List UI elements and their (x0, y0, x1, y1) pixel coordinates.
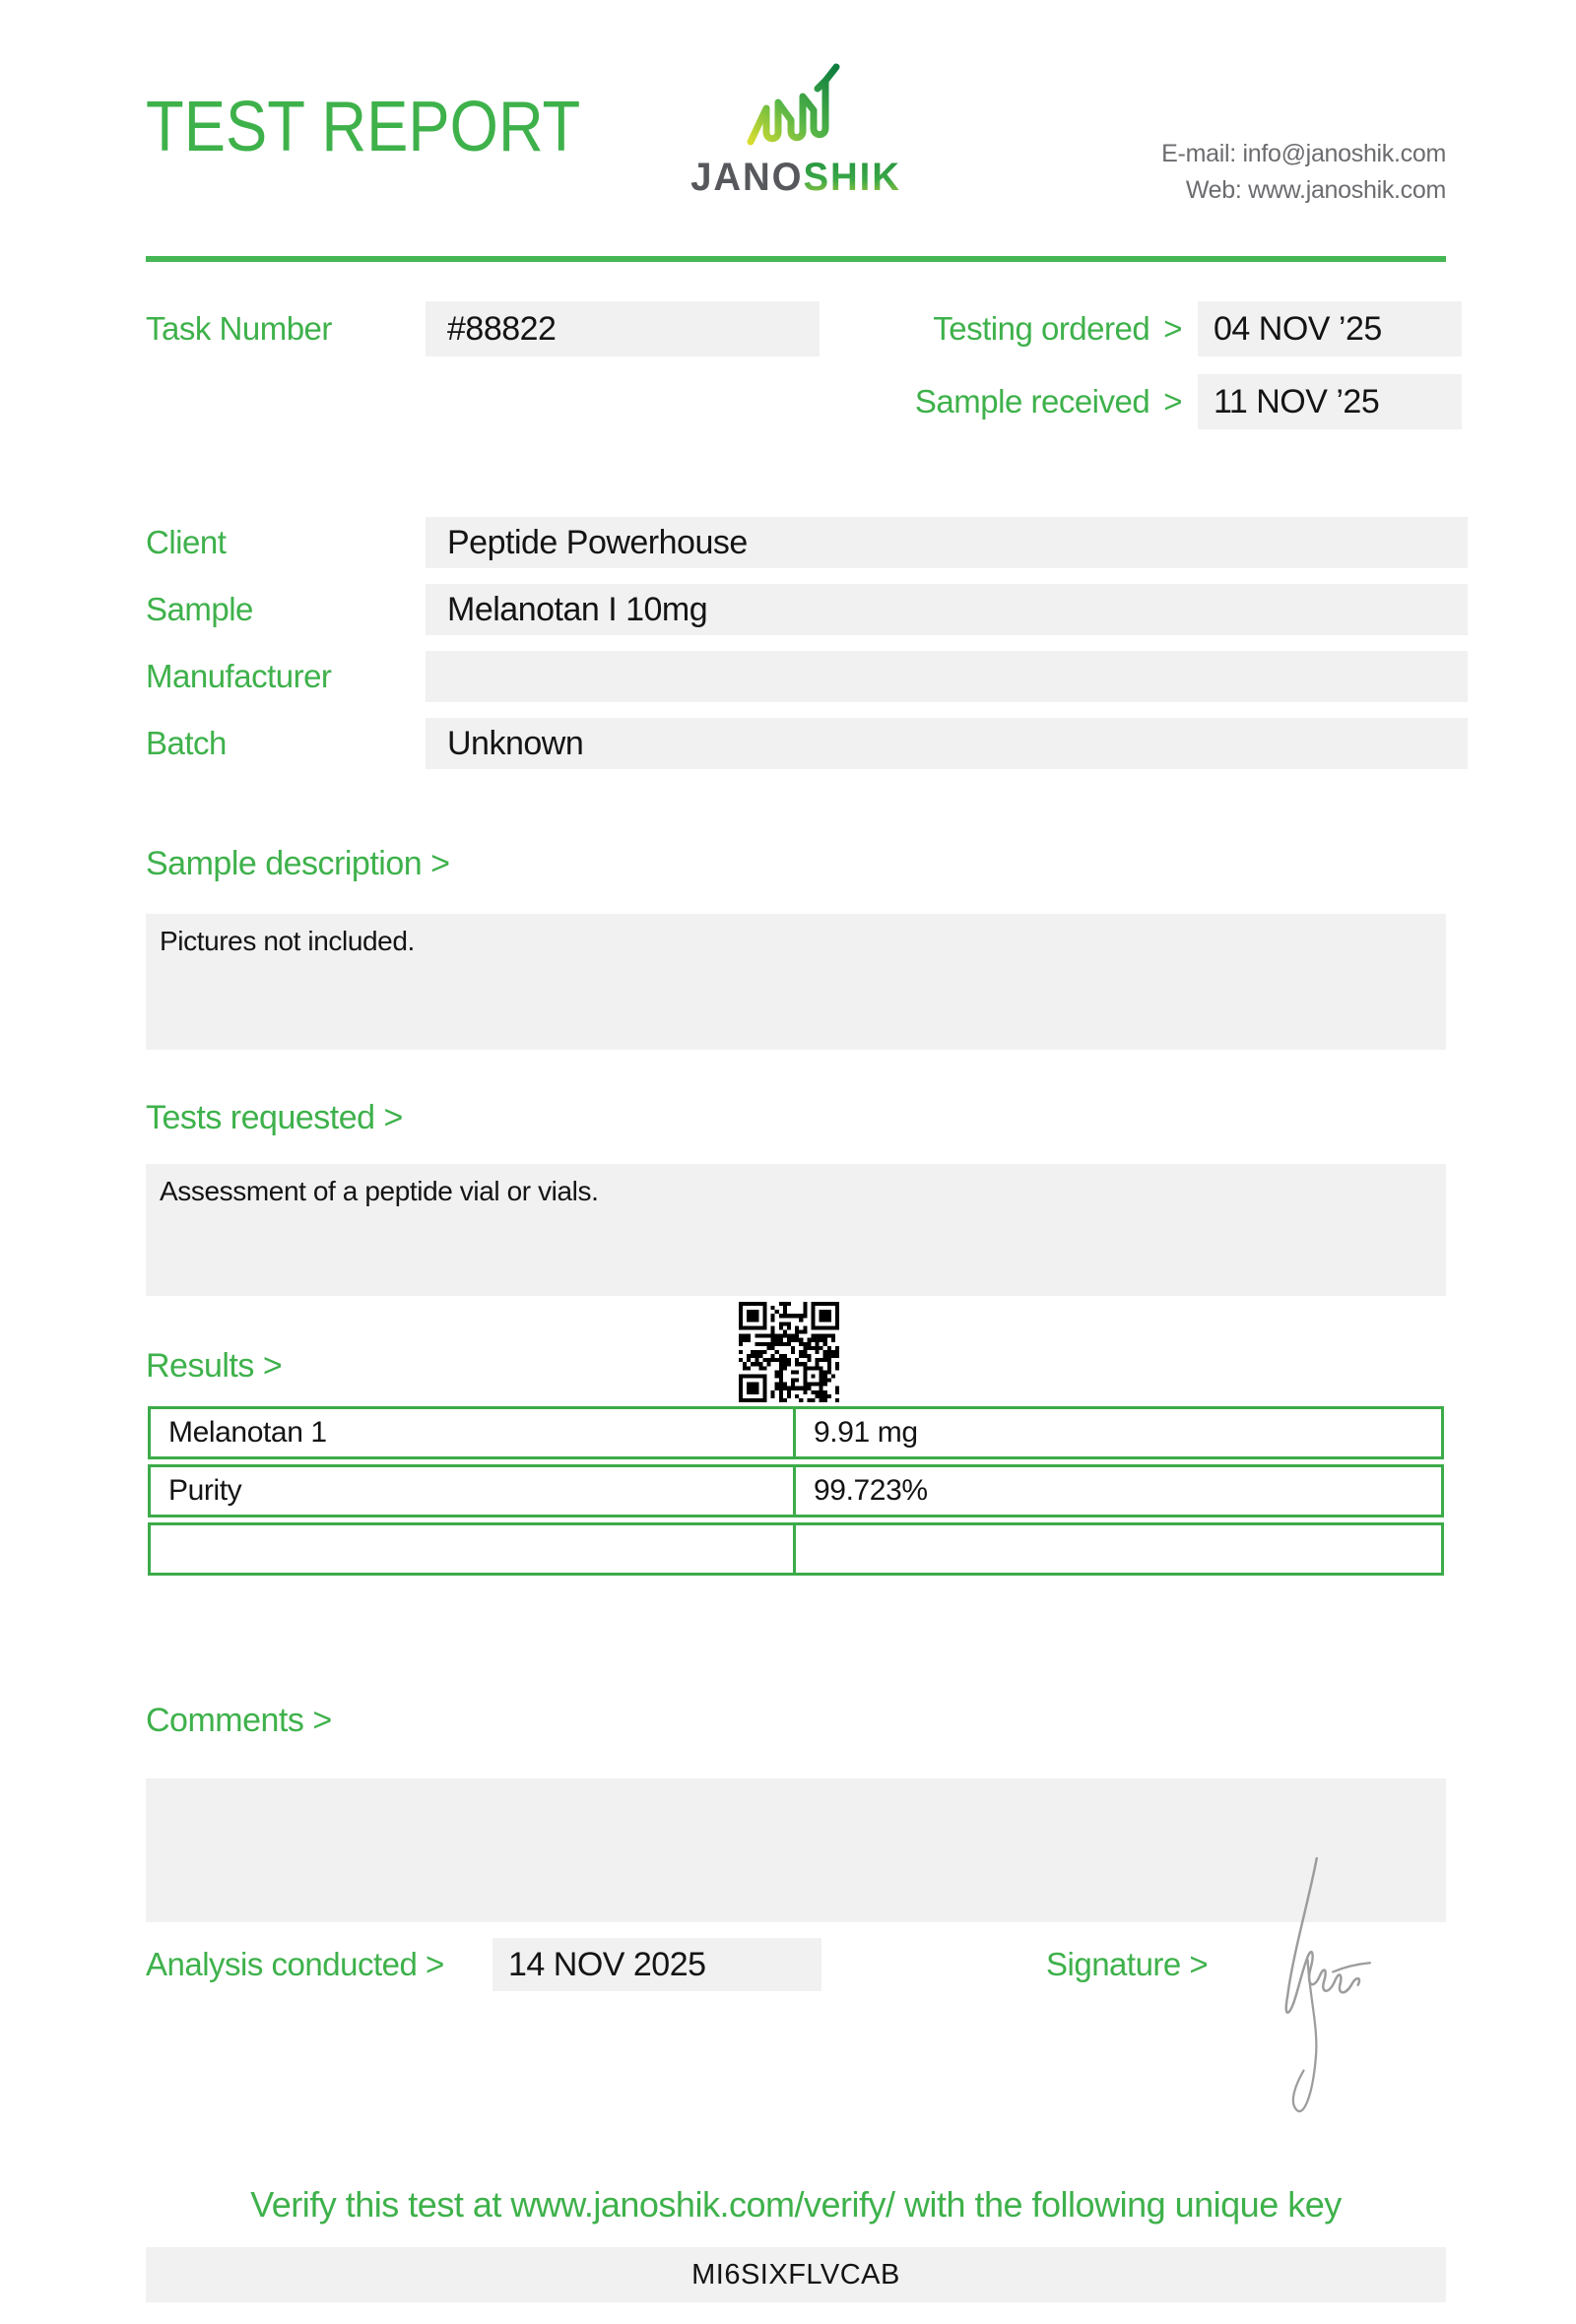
results-row (148, 1406, 1444, 1459)
result-value (796, 1525, 1441, 1573)
manufacturer-label: Manufacturer (146, 658, 332, 694)
analysis-conducted-label: Analysis conducted > (146, 1946, 444, 1982)
sample-label: Sample (146, 591, 253, 627)
chevron-right-icon: > (1163, 310, 1182, 347)
comments-heading: Comments > (146, 1702, 332, 1739)
chevron-right-icon: > (1163, 383, 1182, 420)
logo-wordmark (678, 156, 914, 200)
sample-description-heading: Sample description > (146, 845, 450, 882)
analysis-date-value: 14 NOV 2025 (492, 1938, 821, 1991)
header-divider (146, 256, 1446, 262)
unique-key-value: MI6SIXFLVCAB (146, 2247, 1446, 2302)
signature (1273, 1855, 1381, 2137)
sample-received-value: 11 NOV ’25 (1198, 374, 1462, 429)
result-value: 99.723% (814, 1474, 928, 1507)
logo-jano: JANO (690, 156, 804, 199)
tests-requested-heading: Tests requested > (146, 1099, 403, 1136)
testing-ordered-value: 04 NOV ’25 (1198, 301, 1462, 356)
client-value: Peptide Powerhouse (426, 517, 1468, 568)
result-name (151, 1525, 796, 1573)
manufacturer-value (426, 651, 1468, 702)
results-heading: Results > (146, 1347, 283, 1385)
verify-instructions: Verify this test at www.janoshik.com/verify/ with the following unique key (250, 2184, 1342, 2225)
task-number-label: Task Number (146, 310, 332, 347)
results-table (148, 1406, 1444, 1581)
result-name: Purity (151, 1467, 796, 1515)
logo-chart-icon (745, 59, 847, 150)
client-label: Client (146, 524, 227, 560)
sample-value: Melanotan I 10mg (426, 584, 1468, 635)
results-row (148, 1464, 1444, 1517)
page-title: TEST REPORT (146, 88, 581, 166)
result-name: Melanotan 1 (151, 1409, 796, 1456)
tests-requested-box: Assessment of a peptide vial or vials. (146, 1164, 1446, 1296)
sample-description-box: Pictures not included. (146, 914, 1446, 1050)
batch-value: Unknown (426, 718, 1468, 769)
contact-email: E-mail: info@janoshik.com (1161, 140, 1446, 167)
task-number-value: #88822 (426, 301, 820, 356)
qr-code (739, 1302, 839, 1402)
signature-label: Signature > (1046, 1946, 1209, 1982)
janoshik-logo (673, 59, 919, 200)
sample-received-label: Sample received > (914, 383, 1182, 420)
testing-ordered-label: Testing ordered > (933, 310, 1182, 347)
results-row (148, 1522, 1444, 1576)
comments-box (146, 1778, 1446, 1922)
contact-web: Web: www.janoshik.com (1185, 176, 1446, 204)
result-value: 9.91 mg (814, 1416, 918, 1449)
contact-info (1161, 136, 1446, 209)
logo-shik: SHIK (803, 156, 901, 199)
batch-label: Batch (146, 725, 227, 761)
